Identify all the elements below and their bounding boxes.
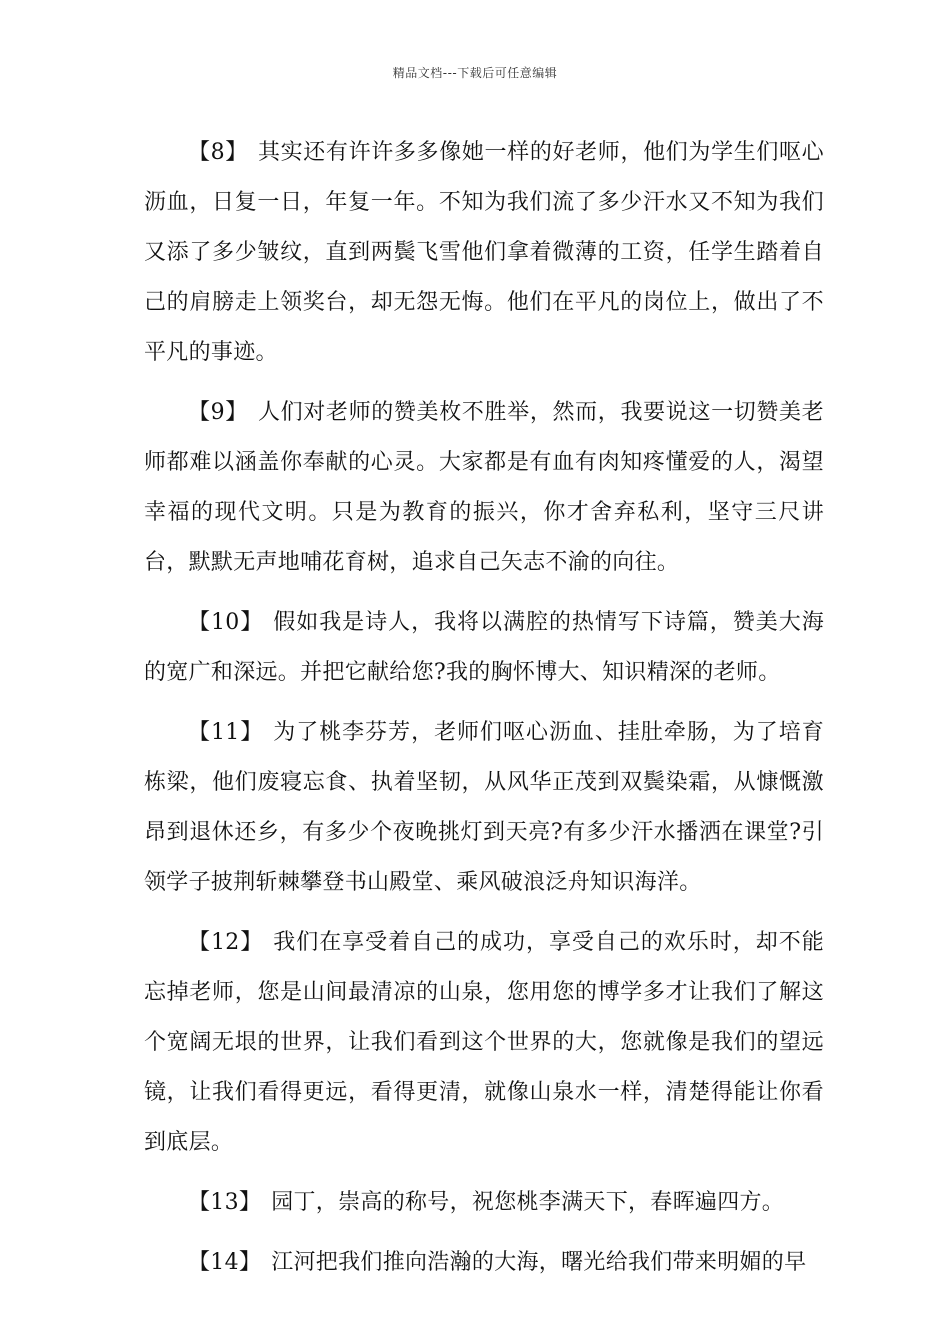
paragraph-text: 为了桃李芬芳，老师们呕心沥血、挂肚牵肠，为了培育栋梁，他们废寝忘食、执着坚韧，从风华正茂到双鬓染霜，从慷慨激昂到退休还乡，有多少个夜晚挑灯到天亮?有多少汗水播洒在课堂?引领学子披荆斩棘攀登书山殿堂、乘风破浪泛舟知识海洋。: [144, 720, 824, 895]
paragraph-11: [144, 708, 824, 908]
paragraph-text: 人们对老师的赞美枚不胜举，然而，我要说这一切赞美老师都难以涵盖你奉献的心灵。大家都是有血有肉知疼懂爱的人，渴望幸福的现代文明。只是为教育的振兴，你才舍弃私利，坚守三尺讲台，默默无声地哺花育树，追求自己矢志不渝的向往。: [144, 400, 824, 575]
paragraph-13: [144, 1178, 824, 1228]
paragraph-text: 园丁，崇高的称号，祝您桃李满天下，春晖遍四方。: [271, 1190, 785, 1215]
paragraph-number: 【10】: [188, 610, 264, 635]
paragraph-number: 【13】: [188, 1190, 262, 1215]
paragraph-10: [144, 598, 824, 698]
page-header: 精品文档---下载后可任意编辑: [392, 66, 558, 80]
paragraph-12: [144, 918, 824, 1168]
paragraph-text: 我们在享受着自己的成功，享受自己的欢乐时，却不能忘掉老师，您是山间最清凉的山泉，您用您的博学多才让我们了解这个宽阔无垠的世界，让我们看到这个世界的大，您就像是我们的望远镜，让我们看得更远，看得更清，就像山泉水一样，清楚得能让你看到底层。: [144, 930, 824, 1155]
paragraph-number: 【14】: [188, 1250, 262, 1275]
paragraph-text: 江河把我们推向浩瀚的大海，曙光给我们带来明媚的早: [271, 1250, 807, 1275]
paragraph-number: 【11】: [188, 720, 264, 745]
paragraph-9: [144, 388, 824, 588]
document-body: [144, 128, 824, 1298]
paragraph-text: 假如我是诗人，我将以满腔的热情写下诗篇，赞美大海的宽广和深远。并把它献给您?我的胸怀博大、知识精深的老师。: [144, 610, 824, 685]
paragraph-number: 【12】: [188, 930, 264, 955]
paragraph-8: [144, 128, 824, 378]
paragraph-number: 【9】: [188, 400, 248, 425]
paragraph-number: 【8】: [188, 140, 248, 165]
paragraph-14: [144, 1238, 824, 1288]
paragraph-text: 其实还有许许多多像她一样的好老师，他们为学生们呕心沥血，日复一日，年复一年。不知为我们流了多少汗水又不知为我们又添了多少皱纹，直到两鬓飞雪他们拿着微薄的工资，任学生踏着自己的肩膀走上领奖台，却无怨无悔。他们在平凡的岗位上，做出了不平凡的事迹。: [144, 140, 824, 365]
